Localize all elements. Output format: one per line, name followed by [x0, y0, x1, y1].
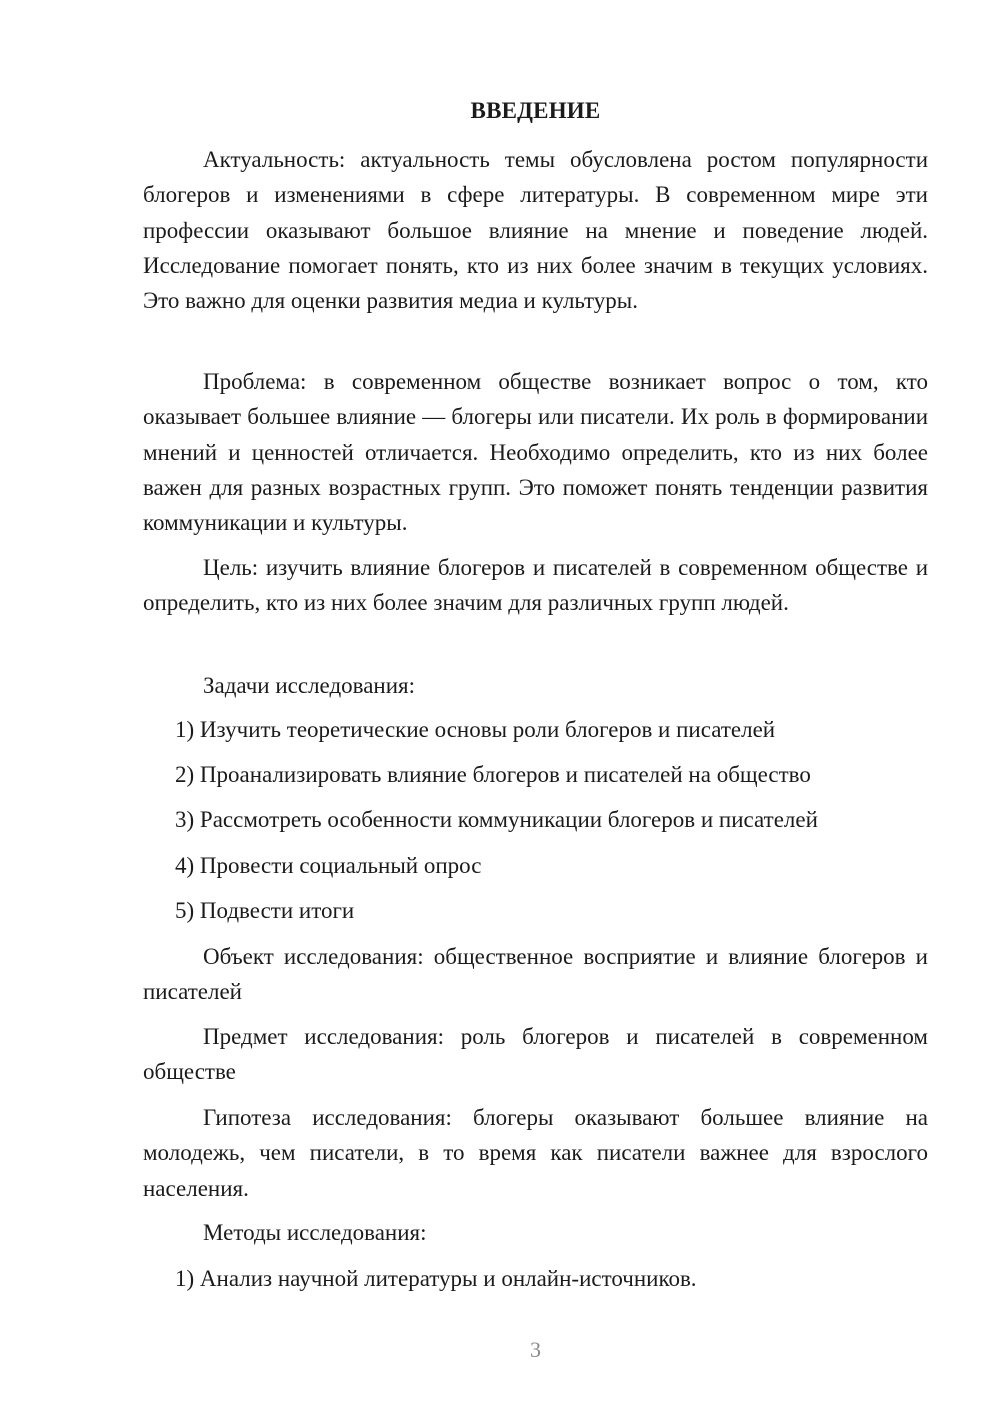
tasks-heading: Задачи исследования: [203, 673, 416, 698]
relevance-paragraph: Актуальность: актуальность темы обусловлена ростом популярности блогеров и изменениями в сфере литературы. В современном мире эти профессии оказывают большое влияние на мнение и поведение людей. Исследование помогает понять, кто из них более значим в текущих условиях. Это важно для оценки развития медиа и культуры. [143, 147, 928, 314]
subject-paragraph: Предмет исследования: роль блогеров и писателей в современном обществе [143, 1024, 928, 1085]
hypothesis-paragraph: Гипотеза исследования: блогеры оказывают большее влияние на молодежь, чем писатели, в то время как писатели важнее для взрослого населения. [143, 1105, 928, 1201]
task-item-3: 3) Рассмотреть особенности коммуникации блогеров и писателей [175, 807, 818, 832]
methods-heading: Методы исследования: [203, 1220, 427, 1245]
task-item-2: 2) Проанализировать влияние блогеров и писателей на общество [175, 762, 811, 787]
task-item-1: 1) Изучить теоретические основы роли блогеров и писателей [175, 717, 776, 742]
document-page [143, 0, 928, 1414]
document-title: ВВЕДЕНИЕ [470, 98, 601, 123]
page-number: 3 [530, 1337, 541, 1362]
object-paragraph: Объект исследования: общественное восприятие и влияние блогеров и писателей [143, 944, 928, 1005]
method-item-1: 1) Анализ научной литературы и онлайн-источников. [175, 1266, 697, 1291]
problem-paragraph: Проблема: в современном обществе возникает вопрос о том, кто оказывает большее влияние — блогеры или писатели. Их роль в формировании мнений и ценностей отличается. Необходимо определить, кто из них более важен для разных возрастных групп. Это поможет понять тенденции развития коммуникации и культуры. [143, 369, 928, 536]
task-item-5: 5) Подвести итоги [175, 898, 355, 923]
goal-paragraph: Цель: изучить влияние блогеров и писателей в современном обществе и определить, кто из них более значим для различных групп людей. [143, 555, 928, 616]
task-item-4: 4) Провести социальный опрос [175, 853, 482, 878]
